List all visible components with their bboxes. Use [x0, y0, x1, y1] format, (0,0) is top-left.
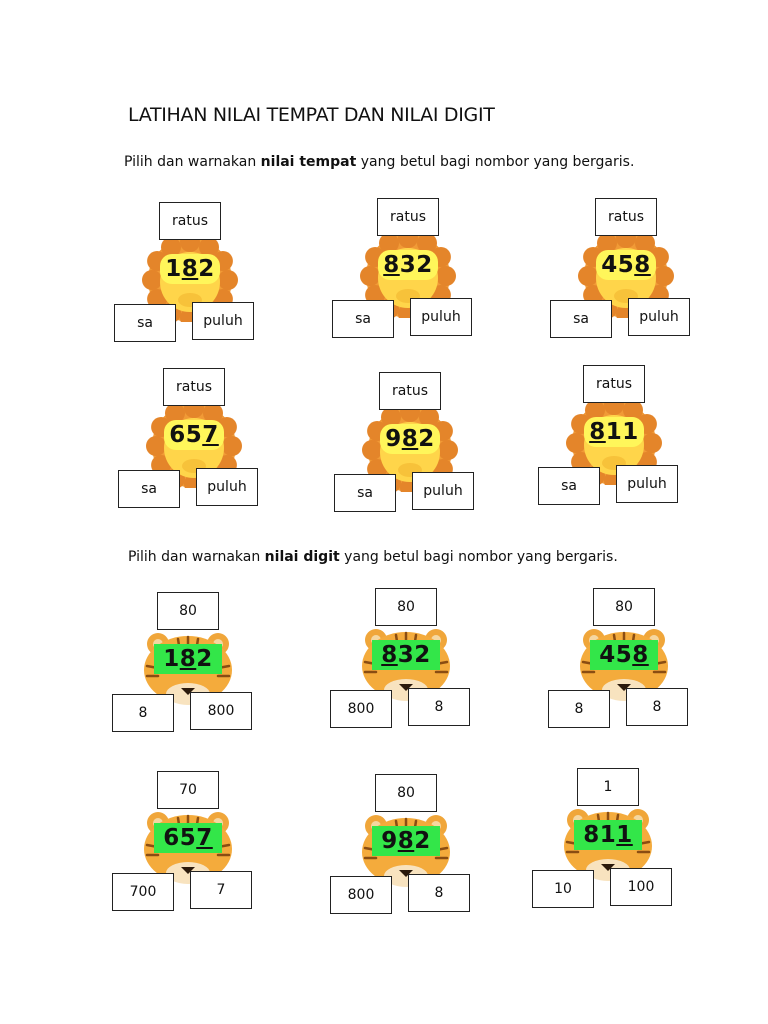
- lion-exercise-6: [561, 365, 667, 494]
- option-box-top[interactable]: 80: [375, 774, 437, 812]
- option-box-right[interactable]: 800: [190, 692, 252, 730]
- underlined-digit: 8: [632, 642, 649, 668]
- lion-exercise-2: [355, 198, 461, 327]
- number-display: 9 8 2: [372, 826, 440, 856]
- number-display: 8 11: [584, 417, 644, 447]
- option-box-top[interactable]: 1: [577, 768, 639, 806]
- option-box-right[interactable]: puluh: [192, 302, 254, 340]
- instruction-place-value: Pilih dan warnakan nilai tempat yang betul bagi nombor yang bergaris.: [124, 154, 635, 170]
- number-display: 8 32: [378, 250, 438, 280]
- tiger-exercise-2: [347, 588, 444, 717]
- option-box-top[interactable]: ratus: [163, 368, 225, 406]
- option-box-left[interactable]: sa: [114, 304, 176, 342]
- underlined-digit: 8: [397, 828, 415, 854]
- underlined-digit: 8: [181, 256, 199, 282]
- option-box-right[interactable]: 8: [408, 874, 470, 912]
- option-box-left[interactable]: 800: [330, 690, 392, 728]
- tiger-exercise-4: [129, 771, 226, 900]
- option-box-top[interactable]: ratus: [377, 198, 439, 236]
- option-box-left[interactable]: 800: [330, 876, 392, 914]
- option-box-left[interactable]: sa: [332, 300, 394, 338]
- tiger-exercise-6: [554, 768, 655, 897]
- option-box-top[interactable]: 80: [157, 592, 219, 630]
- underlined-digit: 8: [381, 642, 398, 668]
- number-display: 65 7: [164, 420, 224, 450]
- option-box-top[interactable]: ratus: [159, 202, 221, 240]
- option-box-right[interactable]: puluh: [196, 468, 258, 506]
- instruction-digit-value: Pilih dan warnakan nilai digit yang betul bagi nombor yang bergaris.: [128, 549, 618, 565]
- option-box-left[interactable]: sa: [118, 470, 180, 508]
- option-box-right[interactable]: puluh: [616, 465, 678, 503]
- underlined-digit: 8: [383, 252, 400, 278]
- underlined-digit: 8: [401, 426, 419, 452]
- option-box-top[interactable]: 80: [375, 588, 437, 626]
- underlined-digit: 1: [616, 822, 633, 848]
- underlined-digit: 8: [634, 252, 651, 278]
- option-box-top[interactable]: ratus: [379, 372, 441, 410]
- option-box-right[interactable]: 8: [626, 688, 688, 726]
- option-box-left[interactable]: sa: [538, 467, 600, 505]
- tiger-exercise-5: [347, 774, 444, 903]
- option-box-right[interactable]: puluh: [628, 298, 690, 336]
- number-display: 1 8 2: [154, 644, 222, 674]
- option-box-top[interactable]: ratus: [583, 365, 645, 403]
- lion-exercise-5: [357, 372, 463, 501]
- number-display: 8 32: [372, 640, 440, 670]
- option-box-left[interactable]: 8: [112, 694, 174, 732]
- option-box-top[interactable]: 70: [157, 771, 219, 809]
- underlined-digit: 8: [179, 646, 197, 672]
- page-title: LATIHAN NILAI TEMPAT DAN NILAI DIGIT: [128, 104, 495, 126]
- underlined-digit: 8: [589, 419, 606, 445]
- option-box-right[interactable]: puluh: [412, 472, 474, 510]
- option-box-right[interactable]: puluh: [410, 298, 472, 336]
- option-box-right[interactable]: 8: [408, 688, 470, 726]
- tiger-exercise-3: [574, 588, 662, 717]
- number-display: 65 7: [154, 823, 222, 853]
- lion-exercise-1: [137, 202, 243, 331]
- option-box-left[interactable]: 8: [548, 690, 610, 728]
- lion-exercise-4: [141, 368, 247, 497]
- option-box-left[interactable]: 700: [112, 873, 174, 911]
- option-box-top[interactable]: 80: [593, 588, 655, 626]
- option-box-left[interactable]: 10: [532, 870, 594, 908]
- option-box-left[interactable]: sa: [334, 474, 396, 512]
- option-box-right[interactable]: 100: [610, 868, 672, 906]
- number-display: 9 8 2: [380, 424, 440, 454]
- underlined-digit: 7: [202, 422, 219, 448]
- underlined-digit: 7: [196, 825, 213, 851]
- option-box-top[interactable]: ratus: [595, 198, 657, 236]
- number-display: 45 8: [590, 640, 658, 670]
- option-box-left[interactable]: sa: [550, 300, 612, 338]
- option-box-right[interactable]: 7: [190, 871, 252, 909]
- lion-exercise-3: [573, 198, 679, 327]
- number-display: 81 1: [574, 820, 642, 850]
- number-display: 1 8 2: [160, 254, 220, 284]
- tiger-exercise-1: [138, 592, 235, 721]
- number-display: 45 8: [596, 250, 656, 280]
